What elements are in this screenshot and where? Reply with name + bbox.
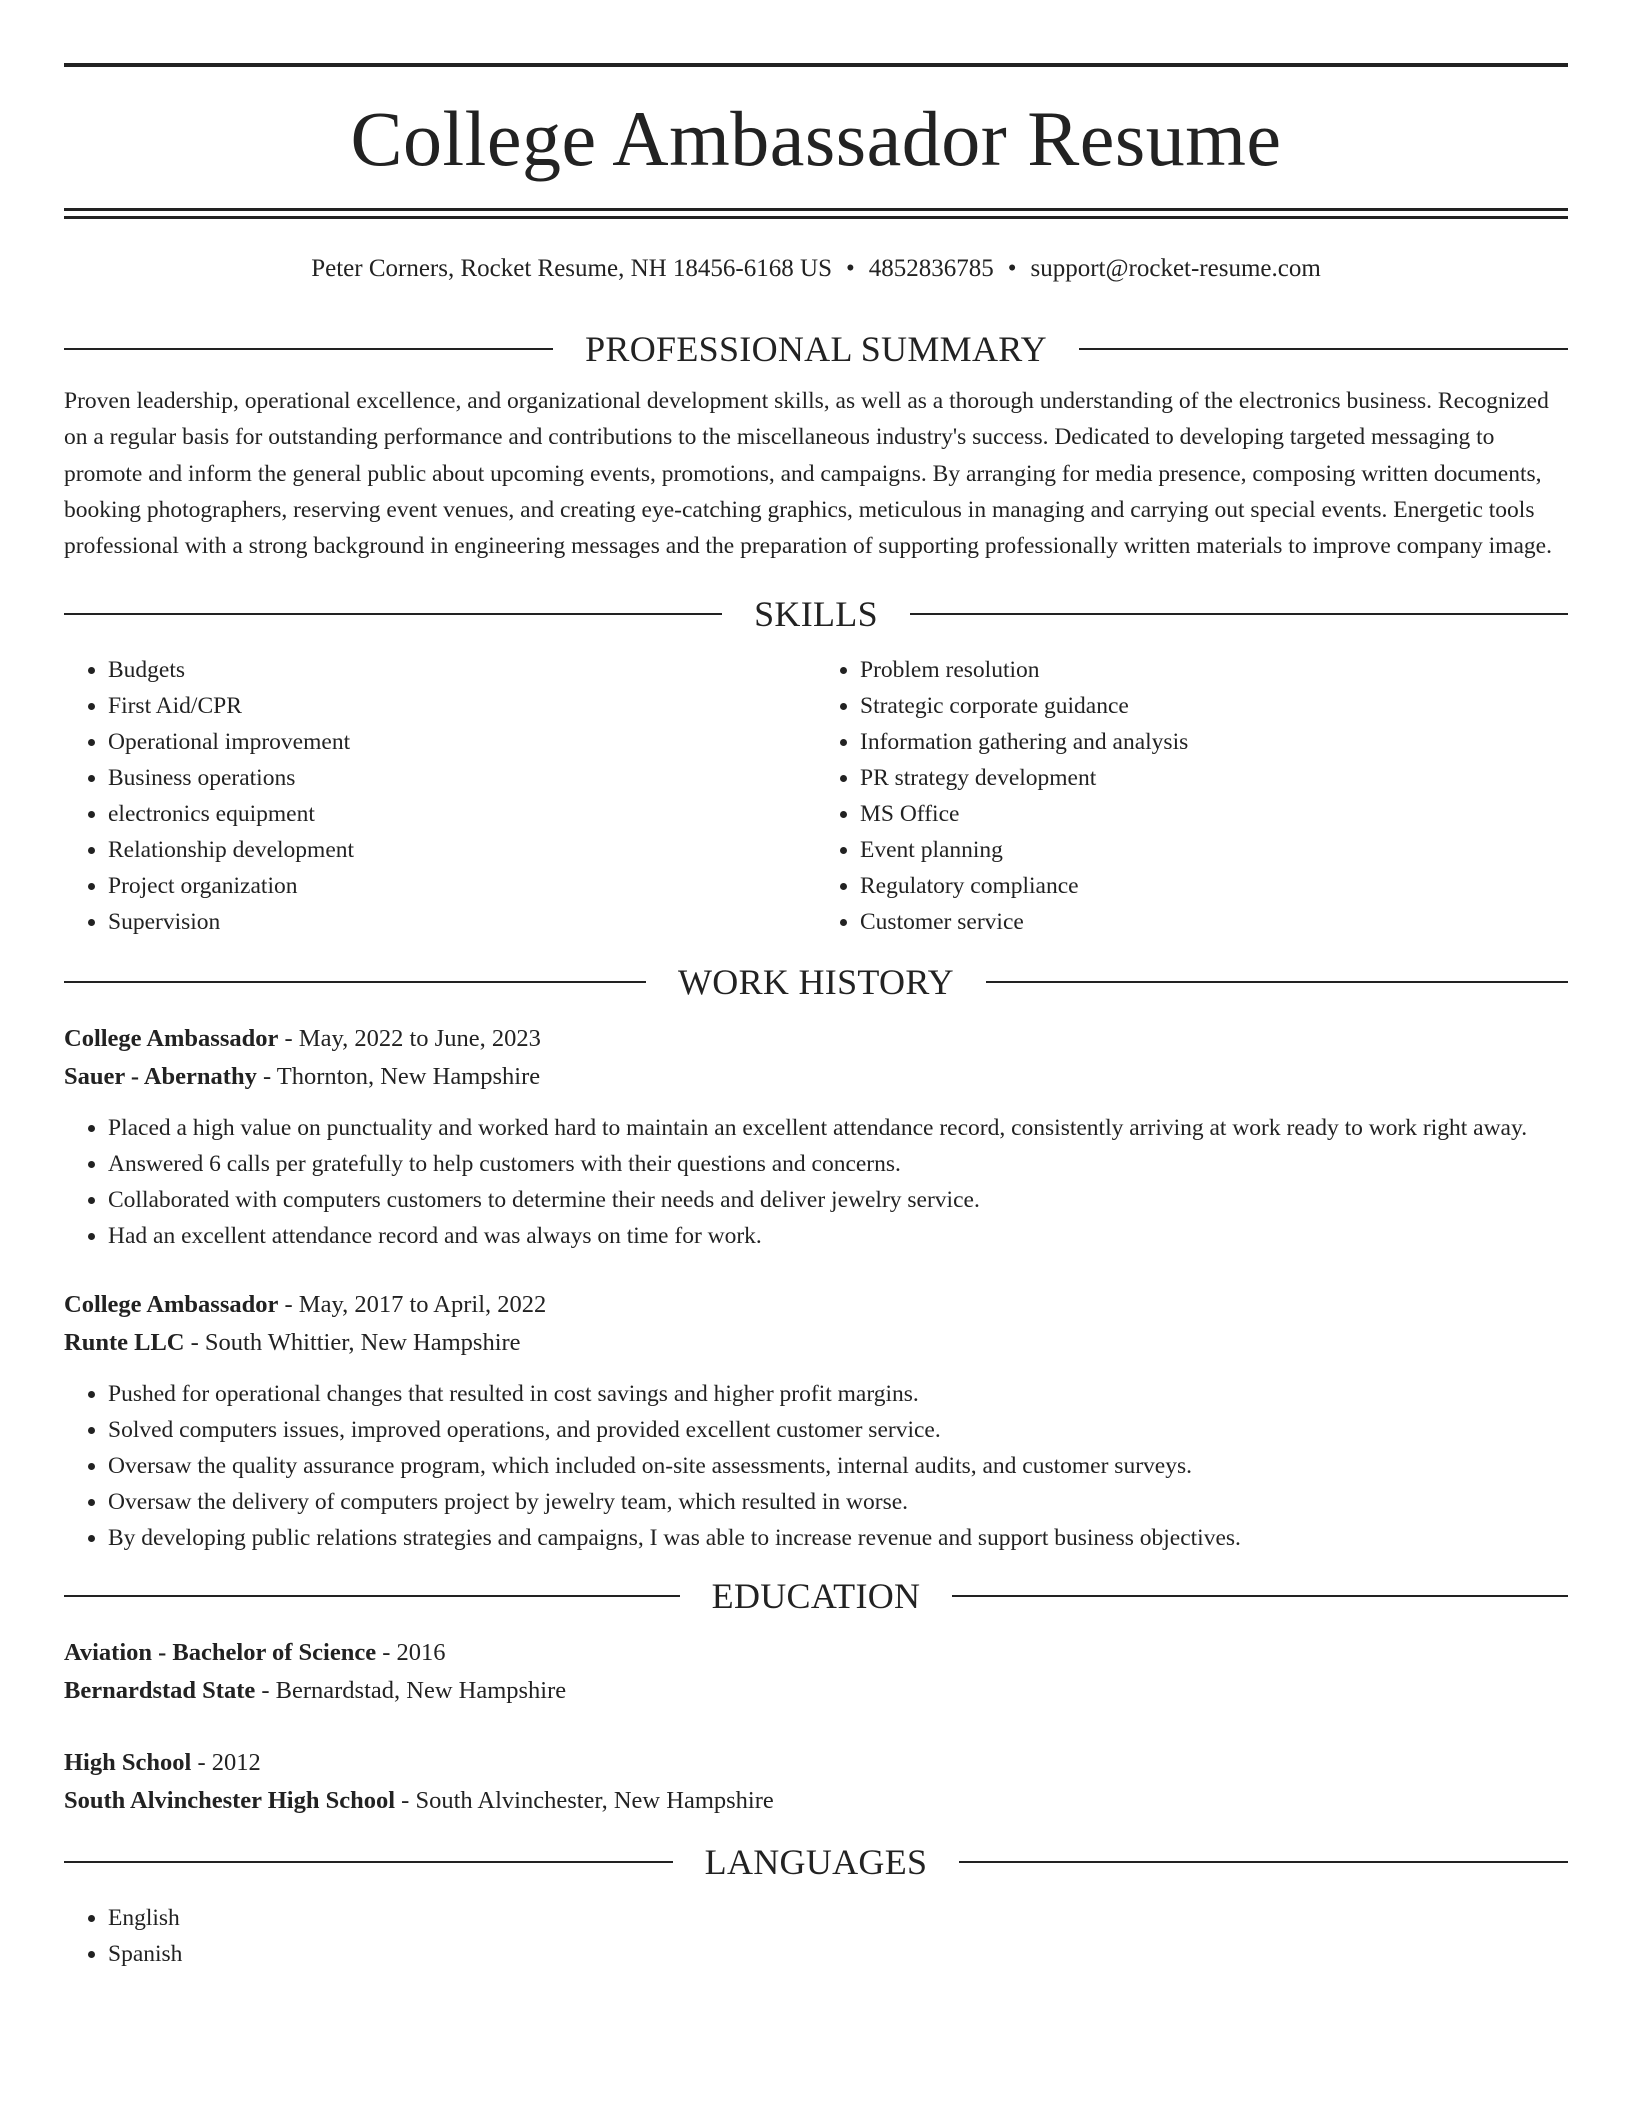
job-company-line [64,1058,1568,1096]
skill-item: • Budgets [108,652,816,688]
job-bullets [64,1110,1568,1254]
job-title: College Ambassador [64,1291,279,1319]
job-title-line [64,1286,1568,1324]
heading-rule-right [910,613,1568,615]
school-line [64,1782,1568,1820]
skills-list [64,652,1568,940]
education-entry [64,1634,1568,1710]
job-company: Sauer - Abernathy [64,1063,257,1091]
skills-heading-label: SKILLS [754,594,878,635]
job-bullet: • Collaborated with computers customers to determine their needs and deliver jewelry service. [108,1182,1568,1218]
degree-year: - 2016 [376,1639,446,1667]
skill-item: • Operational improvement [108,724,816,760]
language-item: • English [108,1900,1568,1936]
top-rule [64,63,1568,67]
job-bullet: • Oversaw the delivery of computers project by jewelry team, which resulted in worse. [108,1484,1568,1520]
job-title: College Ambassador [64,1025,279,1053]
heading-rule-right [986,981,1568,983]
skills-column-right [816,652,1568,940]
school-location: - Bernardstad, New Hampshire [255,1677,567,1705]
skill-item: • Information gathering and analysis [860,724,1568,760]
job-bullet: • Placed a high value on punctuality and worked hard to maintain an excellent attendance record, consistently arriving at work ready to work right away. [108,1110,1568,1146]
skill-item: • Business operations [108,760,816,796]
work-heading [64,958,1568,1006]
heading-rule-right [959,1861,1568,1863]
entry-gap [64,1254,1568,1286]
skill-item: • electronics equipment [108,796,816,832]
job-company-line [64,1324,1568,1362]
school: South Alvinchester High School [64,1787,396,1815]
heading-rule-left [64,1861,673,1863]
job-bullet: • By developing public relations strategies and campaigns, I was able to increase revenue and support business objectives. [108,1520,1568,1556]
heading-rule-left [64,348,553,350]
school-line [64,1672,1568,1710]
education-heading-label: EDUCATION [711,1576,921,1617]
summary-heading [64,325,1568,373]
education-heading [64,1572,1568,1620]
languages-list [64,1900,1568,1972]
job-bullet: • Answered 6 calls per gratefully to help customers with their questions and concerns. [108,1146,1568,1182]
job-dates: - May, 2022 to June, 2023 [278,1025,541,1053]
contact-separator: • [1007,255,1017,282]
degree: Aviation - Bachelor of Science [64,1639,377,1667]
school-location: - South Alvinchester, New Hampshire [395,1787,774,1815]
contact-separator: • [845,255,855,282]
heading-rule-left [64,613,722,615]
education-entry [64,1744,1568,1820]
job-bullets [64,1376,1568,1556]
job-bullet: • Pushed for operational changes that resulted in cost savings and higher profit margins. [108,1376,1568,1412]
skills-column-left [64,652,816,940]
resume-page [64,0,1568,1972]
skill-item: • Problem resolution [860,652,1568,688]
job-location: - Thornton, New Hampshire [256,1063,541,1091]
job-bullet: • Solved computers issues, improved operations, and provided excellent customer service. [108,1412,1568,1448]
contact-phone: 4852836785 [868,255,994,282]
skill-item: • Regulatory compliance [860,868,1568,904]
languages-heading [64,1838,1568,1886]
skills-heading [64,590,1568,638]
contact-email: support@rocket-resume.com [1030,255,1321,282]
language-item: • Spanish [108,1936,1568,1972]
heading-rule-right [952,1595,1568,1597]
skill-item: • First Aid/CPR [108,688,816,724]
job-dates: - May, 2017 to April, 2022 [278,1291,547,1319]
skill-item: • MS Office [860,796,1568,832]
title-double-rule [64,208,1568,219]
contact-line [64,255,1568,295]
skill-item: • Supervision [108,904,816,940]
heading-rule-right [1079,348,1568,350]
work-heading-label: WORK HISTORY [678,962,954,1003]
job-entry [64,1286,1568,1556]
degree: High School [64,1749,192,1777]
summary-text: Proven leadership, operational excellence, and organizational development skills, as well as a thorough understanding of the electronics business. Recognized on a regular basis for outstanding performance and contributions to the miscellaneous industry's success. Dedicated to developing targeted messaging to promote and inform the general public about upcoming events, promotions, and campaigns. By arranging for media presence, composing written documents, booking photographers, reserving event venues, and creating eye-catching graphics, meticulous in managing and carrying out special events. Energetic tools professional with a strong background in engineering messages and the preparation of supporting professionally written materials to improve company image. [64,388,1552,560]
skill-item: • Customer service [860,904,1568,940]
resume-title: College Ambassador Resume [350,95,1282,182]
job-company: Runte LLC [64,1329,185,1357]
contact-address: Peter Corners, Rocket Resume, NH 18456-6168 US [311,255,832,282]
degree-line [64,1634,1568,1672]
job-bullet: • Oversaw the quality assurance program, which included on-site assessments, internal audits, and customer surveys. [108,1448,1568,1484]
skill-item: • Project organization [108,868,816,904]
job-location: - South Whittier, New Hampshire [184,1329,521,1357]
skill-item: • PR strategy development [860,760,1568,796]
heading-rule-left [64,1595,680,1597]
job-bullet: • Had an excellent attendance record and was always on time for work. [108,1218,1568,1254]
job-entry [64,1020,1568,1254]
heading-rule-left [64,981,646,983]
skill-item: • Relationship development [108,832,816,868]
skill-item: • Event planning [860,832,1568,868]
entry-gap [64,1710,1568,1744]
skill-item: • Strategic corporate guidance [860,688,1568,724]
summary-heading-label: PROFESSIONAL SUMMARY [585,329,1047,369]
degree-line [64,1744,1568,1782]
school: Bernardstad State [64,1677,256,1705]
degree-year: - 2012 [191,1749,261,1777]
job-title-line [64,1020,1568,1058]
languages-heading-label: LANGUAGES [704,1842,928,1883]
